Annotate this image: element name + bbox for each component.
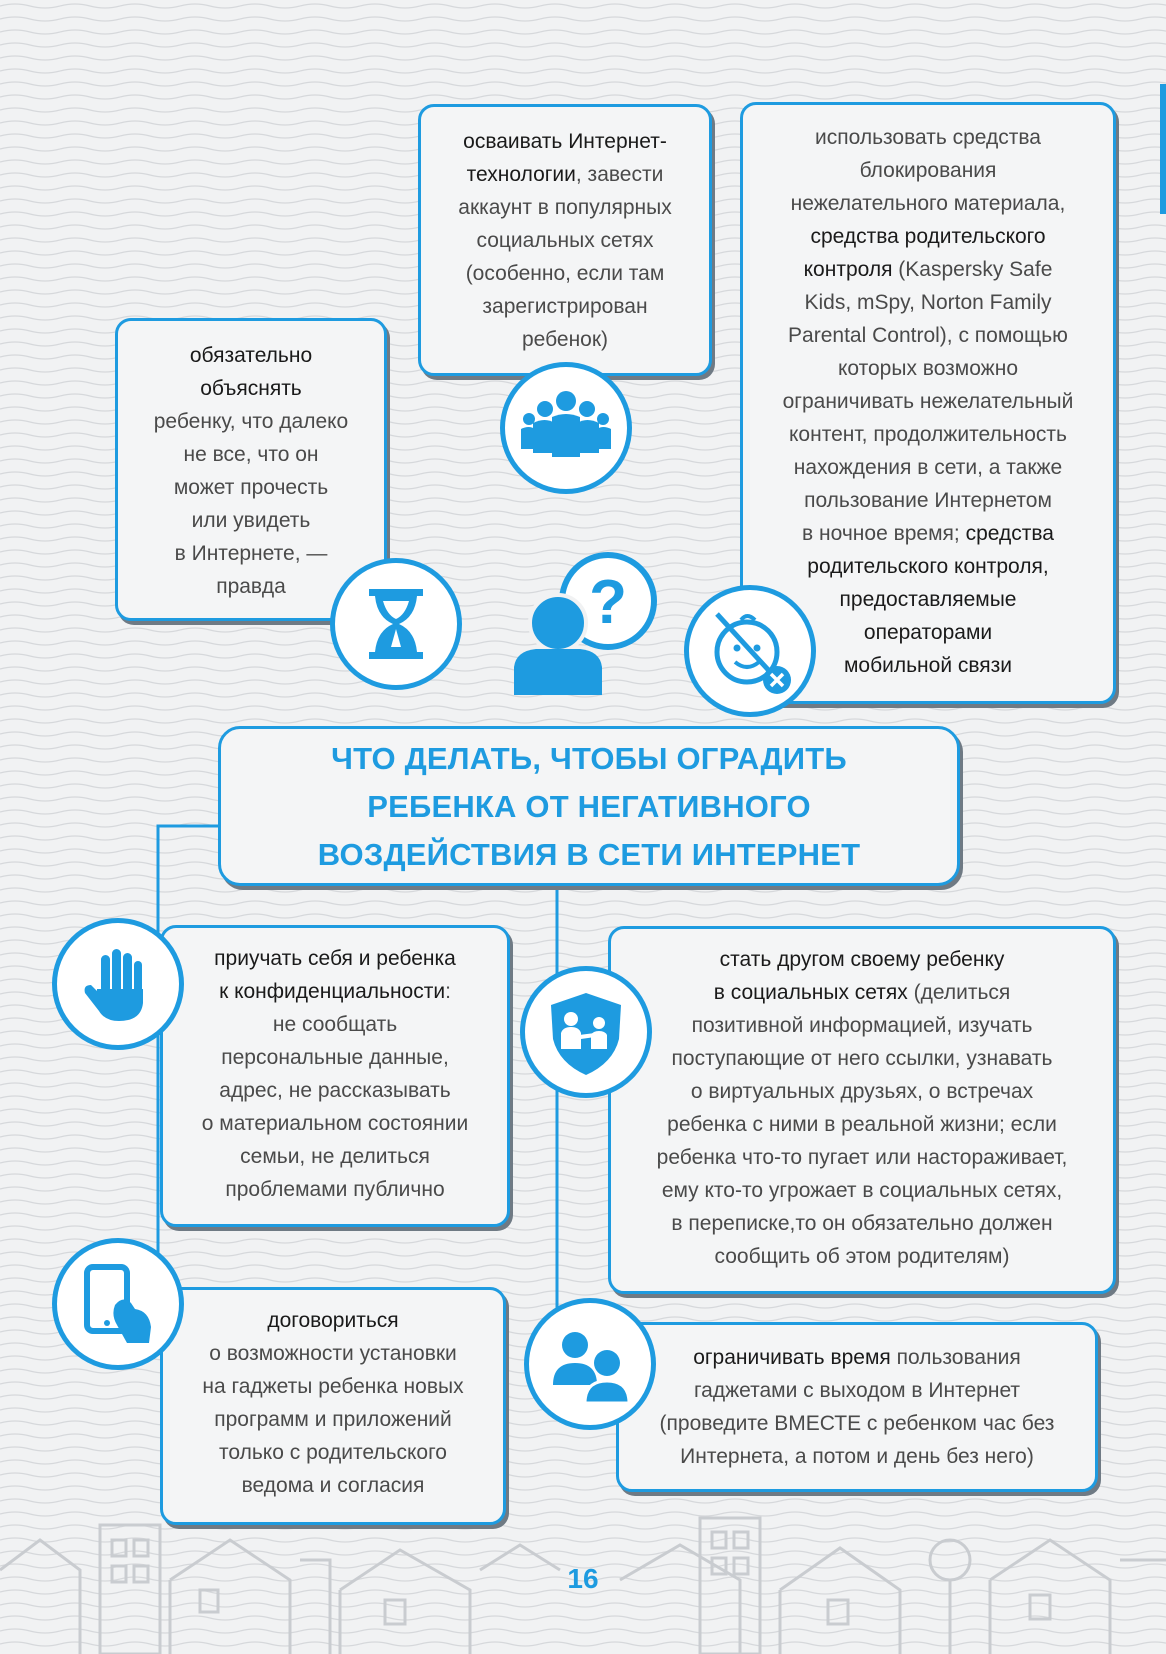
text-line: программ и приложений	[214, 1408, 452, 1431]
text-line: о виртуальных друзьях, о встречах	[690, 1080, 1034, 1103]
text-line: адрес, не рассказывать	[219, 1079, 451, 1102]
text-line: стать другом своему ребенку	[719, 948, 1005, 971]
text-line: ограничивать нежелательный	[782, 390, 1074, 413]
text-line: зарегистрирован	[482, 295, 648, 318]
text-line: мобильной связи	[843, 654, 1013, 677]
text-line: (особенно, если там	[465, 262, 665, 285]
text-line: нежелательного материала,	[790, 192, 1066, 215]
text-line: о возможности установки	[209, 1342, 457, 1365]
group-of-people-icon	[500, 362, 632, 494]
svg-text:?: ?	[589, 568, 627, 637]
box-privacy	[160, 925, 510, 1227]
text-line: ограничивать время пользования	[693, 1346, 1021, 1369]
text-line: родительского контроля,	[807, 555, 1049, 578]
text-line: контроля (Kaspersky Safe	[803, 258, 1053, 281]
text-line: на гаджеты ребенка новых	[202, 1375, 464, 1398]
text-line: приучать себя и ребенка	[214, 947, 456, 970]
text-line: Kids, mSpy, Norton Family	[804, 291, 1052, 314]
text-line: проблемами публично	[225, 1178, 445, 1201]
text-line: ребенку, что далеко	[153, 410, 349, 433]
text-line: о материальном состоянии	[201, 1112, 469, 1135]
text-line: может прочесть	[173, 476, 329, 499]
text-line: использовать средства	[815, 126, 1041, 149]
text-line: операторами	[863, 621, 993, 644]
text-line: объяснять	[200, 377, 302, 400]
text-line: ведома и согласия	[241, 1474, 425, 1497]
text-line: Интернета, а потом и день без него)	[680, 1445, 1034, 1468]
family-shield-icon	[520, 966, 652, 1098]
text-line: позитивной информацией, изучать	[691, 1014, 1033, 1037]
hourglass-icon	[330, 558, 462, 690]
box-friend	[608, 926, 1116, 1294]
text-line: которых возможно	[837, 357, 1018, 380]
text-line: ребенка с ними в реальной жизни; если	[667, 1113, 1057, 1136]
text-line: ребенка что-то пугает или настораживает,	[656, 1146, 1068, 1169]
text-line: пользование Интернетом	[804, 489, 1052, 512]
text-line: в переписке,то он обязательно должен	[671, 1212, 1053, 1235]
blocked-child-face-icon	[684, 585, 816, 717]
box-limit-time	[616, 1322, 1098, 1492]
text-line: сообщить об этом родителям)	[714, 1245, 1010, 1268]
text-line: в Интернете, —	[174, 542, 328, 565]
text-line: обязательно	[189, 344, 313, 367]
two-people-icon	[524, 1298, 656, 1430]
text-line: ребенок)	[521, 328, 609, 351]
text-line: договориться	[267, 1309, 399, 1332]
text-line: социальных сетях	[476, 229, 654, 252]
page-number: 16	[567, 1563, 599, 1594]
main-title-line-3: ВОЗДЕЙСТВИЯ В СЕТИ ИНТЕРНЕТ	[317, 837, 861, 872]
text-line: не все, что он	[183, 443, 319, 466]
stop-hand-icon	[52, 918, 184, 1050]
text-line: к конфиденциальности:	[219, 980, 451, 1003]
text-line: в ночное время; средства	[802, 522, 1054, 545]
main-title-box	[218, 726, 960, 886]
main-title-line-2: РЕБЕНКА ОТ НЕГАТИВНОГО	[367, 789, 811, 824]
text-line: ему кто-то угрожает в социальных сетях,	[661, 1179, 1063, 1202]
text-line: правда	[216, 575, 286, 598]
person-question-icon	[508, 545, 668, 695]
text-line: персональные данные,	[221, 1046, 449, 1069]
main-title-line-1: ЧТО ДЕЛАТЬ, ЧТОБЫ ОГРАДИТЬ	[331, 741, 847, 776]
box-agree	[160, 1287, 506, 1525]
text-line: нахождения в сети, а также	[793, 456, 1063, 479]
text-line: Parental Control), с помощью	[788, 324, 1068, 347]
text-line: средства родительского	[810, 225, 1046, 248]
text-line: технологии, завести	[466, 163, 664, 186]
text-line: блокирования	[859, 159, 997, 182]
text-line: (проведите ВМЕСТЕ с ребенком час без	[659, 1412, 1055, 1435]
text-line: или увидеть	[191, 509, 311, 532]
text-line: семьи, не делиться	[240, 1145, 430, 1168]
text-line: аккаунт в популярных	[458, 196, 672, 219]
text-line: осваивать Интернет-	[463, 130, 667, 153]
text-line: не сообщать	[272, 1013, 398, 1036]
box-master-internet	[418, 104, 712, 376]
text-line: гаджетами с выходом в Интернет	[693, 1379, 1021, 1402]
text-line: контент, продолжительность	[789, 423, 1067, 446]
text-line: предоставляемые	[839, 588, 1017, 611]
text-line: только с родительского	[219, 1441, 447, 1464]
text-line: поступающие от него ссылки, узнавать	[671, 1047, 1053, 1070]
hand-holding-phone-icon	[52, 1238, 184, 1370]
text-line: в социальных сетях (делиться	[713, 981, 1011, 1004]
